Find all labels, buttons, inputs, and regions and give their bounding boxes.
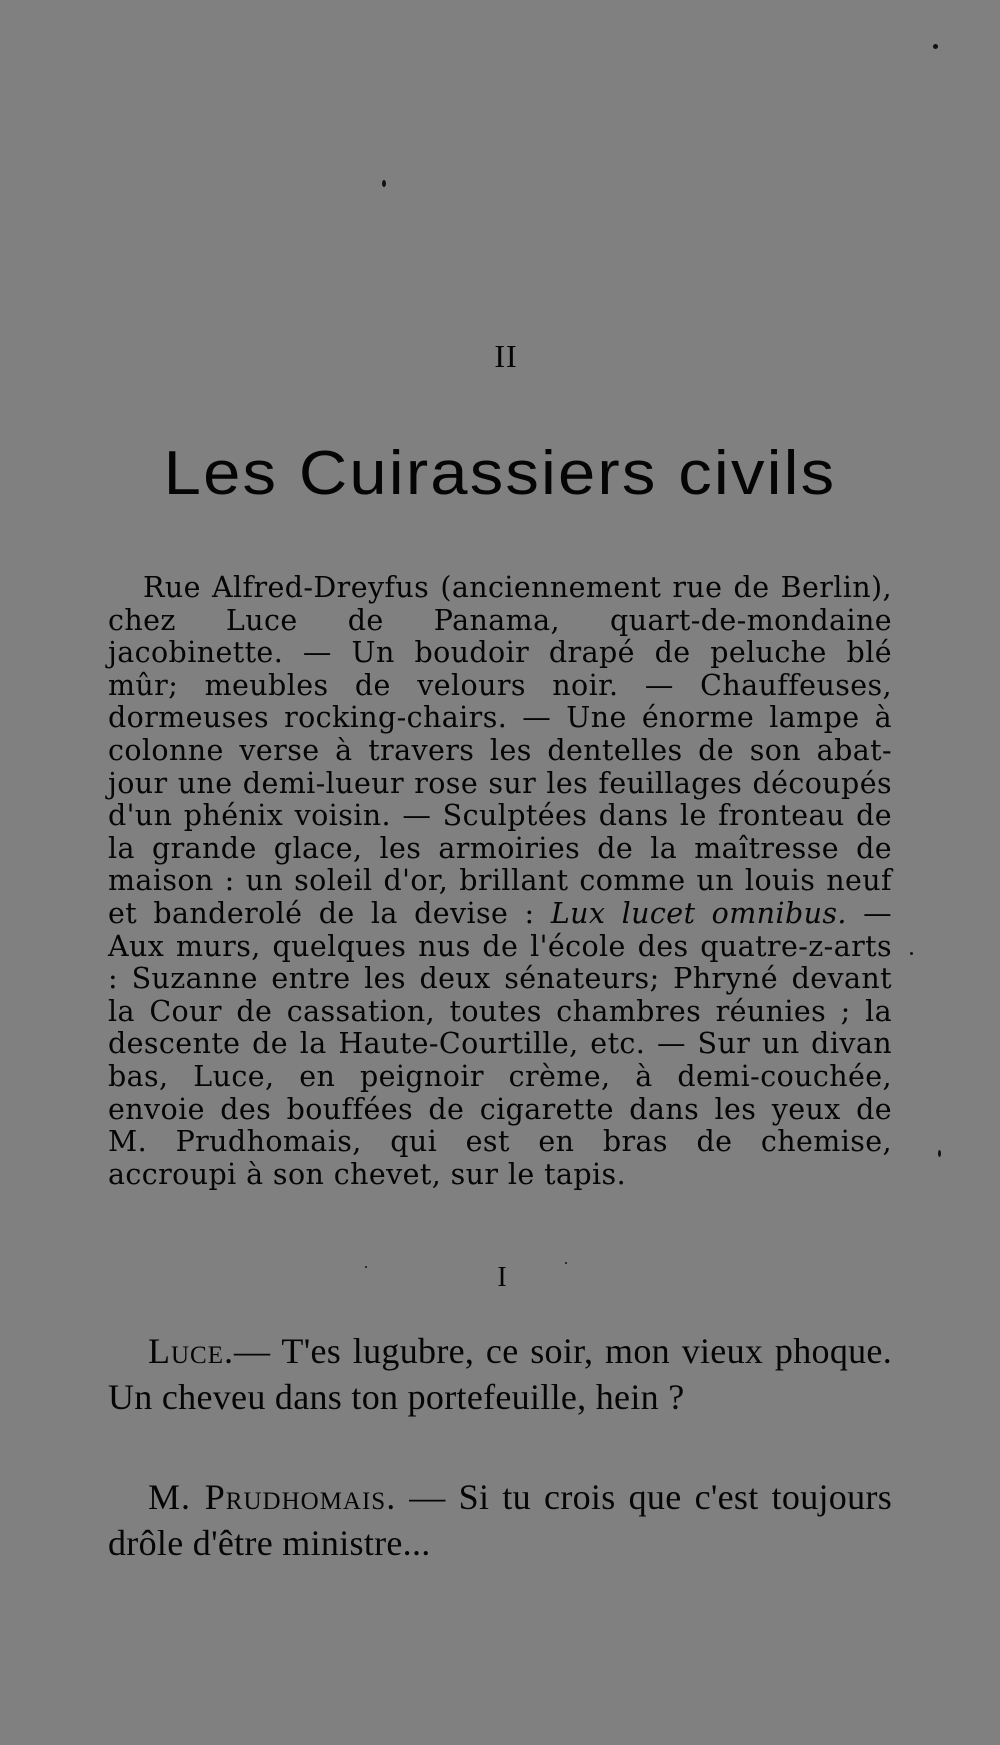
stage-directions-paragraph [108, 572, 892, 1191]
ink-speck [938, 1150, 941, 1157]
ink-speck [382, 180, 386, 187]
dialogue-text: — T'es lugubre, ce soir, mon vieux phoque. Un cheveu dans ton portefeuille, hein ? [108, 1331, 892, 1417]
chapter-number: II [494, 338, 518, 374]
ink-speck [565, 1262, 567, 1264]
dialogue-text: — Si tu crois que c'est toujours drôle d'être ministre... [108, 1477, 892, 1563]
ink-speck [933, 44, 938, 49]
speaker-name: M. Prudhomais. [148, 1477, 397, 1517]
ink-speck [910, 952, 913, 955]
chapter-title: Les Cuirassiers civils [163, 439, 837, 508]
scene-number: I [497, 1262, 507, 1293]
speaker-name: Luce. [148, 1331, 234, 1371]
ink-speck [365, 1266, 367, 1268]
dialogue-line-prudhomais [108, 1474, 892, 1566]
latin-motto: Lux lucet omnibus. [550, 896, 847, 930]
dialogue-line-luce [108, 1328, 892, 1420]
stage-directions-text: Rue Alfred-Dreyfus (anciennement rue de Berlin), chez Luce de Panama, quart-de-mondaine jacobinette. — Un boudoir drapé de peluche blé mûr; meubles de velours noir. — Chauffeuses, dormeuses rocking-chairs. — Une énorme lampe à colonne verse à travers les dentelles de son abat-jour une demi-lueur rose sur les feuillages découpés d'un phénix voisin. — Sculptées dans le fronteau de la grande glace, les armoiries de la maîtresse de maison : un soleil d'or, brillant comme un louis neuf et banderolé de la devise : [108, 571, 892, 930]
stage-directions-text-continued: — Aux murs, quelques nus de l'école des quatre-z-arts : Suzanne entre les deux sénateurs; Phryné devant la Cour de cassation, toutes chambres réunies ; la descente de la Haute-Courtille, etc. — Sur un divan bas, Luce, en peignoir crème, à demi-couchée, envoie des bouffées de cigarette dans les yeux de M. Prudhomais, qui est en bras de chemise, accroupi à son chevet, sur le tapis. [108, 896, 892, 1191]
